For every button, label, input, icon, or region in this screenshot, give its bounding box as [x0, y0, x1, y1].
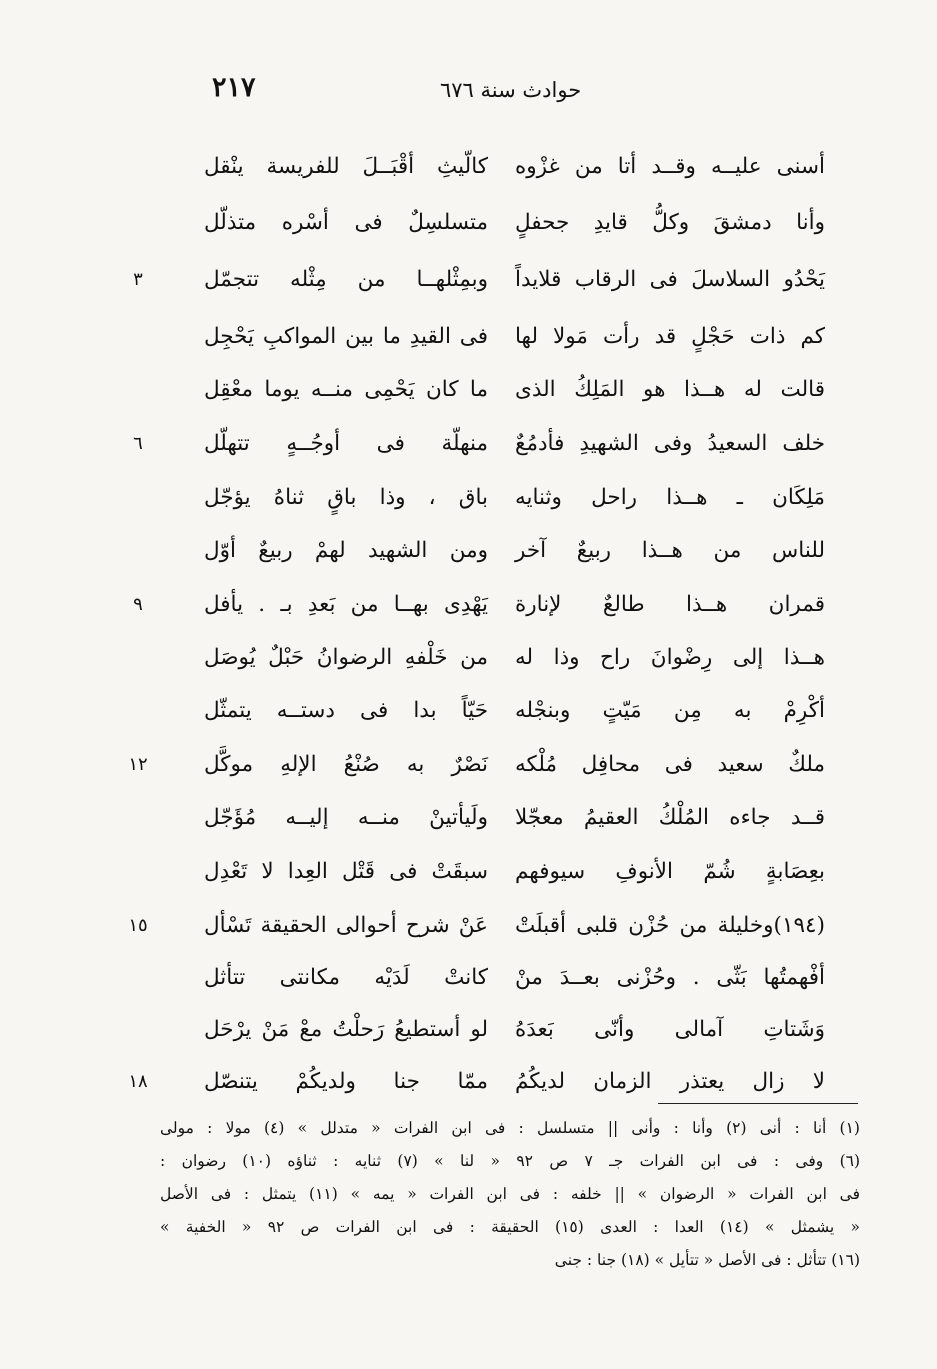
second-hemistich: عَنْ شرح أحوالى الحقيقة تَسْأل: [204, 913, 488, 938]
line-number: ١٨: [128, 1071, 148, 1092]
second-hemistich: ولَيأتينْ منــه إليــه مُؤَجّل: [204, 805, 488, 830]
footnote-line: (٦) وفى : فى ابن الفرات جـ ٧ ص ٩٢ « لنا » (٧) ثنايه : ثناؤه (١٠) رضوان :: [160, 1152, 861, 1170]
first-hemistich: للناس من هــذا ربيعٌ آخر: [515, 538, 825, 563]
second-hemistich: كانتْ لَدَيْه مكانتى تتأثل: [204, 965, 488, 990]
line-number: ١٢: [128, 754, 148, 775]
second-hemistich: حَيّاً بدا فى دستــه يتمثّل: [204, 698, 488, 723]
second-hemistich: ما كان يَحْمِى منــه يوما معْقِل: [204, 377, 488, 402]
verse-line: [0, 1062, 937, 1118]
verse-line: [0, 203, 937, 259]
first-hemistich: وأنا دمشقَ وكلُّ قايدِ جحفلٍ: [515, 210, 825, 235]
first-hemistich: أفْهمتُها بَثّى . وحُزْنى بعــدَ منْ: [515, 965, 825, 990]
second-hemistich: ممّا جنا ولديكُمْ يتنصّل: [204, 1069, 488, 1094]
footnote-divider: [658, 1103, 858, 1104]
first-hemistich: لا زال يعتذر الزمان لديكُمُ: [515, 1069, 825, 1094]
verse-line: [0, 478, 937, 534]
second-hemistich: ومن الشهيد لهمْ ربيعٌ أوّل: [204, 538, 488, 563]
verse-line: [0, 958, 937, 1014]
second-hemistich: نَصْرٌ به صُنْعُ الإلهِ موكَّل: [204, 752, 488, 777]
verse-line: [0, 147, 937, 203]
page-header: [0, 72, 937, 112]
second-hemistich: سبقَتْ فى قَتْل العِدا لا تَعْدِل: [204, 859, 488, 884]
first-hemistich: قــد جاءه المُلْكُ العقيمُ معجّلا: [515, 805, 825, 830]
verse-line: [0, 317, 937, 373]
line-number: ٩: [133, 594, 143, 615]
second-hemistich: يَهْدِى بهــا من بَعدِ بـ . يأفل: [204, 592, 488, 617]
line-number: ١٥: [128, 915, 148, 936]
first-hemistich: مَلِكَان ـ هــذا راحل وثنايه: [515, 485, 825, 510]
first-hemistich: قمران هــذا طالعٌ لإنارة: [515, 592, 825, 617]
footnote-line: (١٦) تتأثل : فى الأصل « تتأيل » (١٨) جنا : جنى: [554, 1251, 860, 1269]
verse-line: [0, 1010, 937, 1066]
first-hemistich: (١٩٤)وخليلة من حُزْن قلبى أقبلَتْ: [515, 913, 825, 938]
verse-line: [0, 691, 937, 747]
running-title: حوادث سنة ٦٧٦: [440, 78, 582, 102]
second-hemistich: منهلّة فى أوجُــهٍ تتهلّل: [204, 431, 488, 456]
second-hemistich: من خَلْفهِ الرضوانُ حَبْلٌ يُوصَل: [204, 645, 488, 670]
second-hemistich: فى القيدِ ما بين المواكبِ يَحْجِل: [204, 324, 488, 349]
first-hemistich: يَحْدُو السلاسلَ فى الرقاب قلايداً: [515, 267, 825, 292]
first-hemistich: هــذا إلى رِضْوانَ راح وذا له: [515, 645, 825, 670]
second-hemistich: باق ، وذا باقٍ ثناهُ يؤجّل: [204, 485, 488, 510]
line-number: ٣: [133, 269, 143, 290]
first-hemistich: خلف السعيدُ وفى الشهيدِ فأدمُعٌ: [515, 431, 825, 456]
footnote-line: (١) أنا : أنى (٢) وأنا : وأنى || متسلسل : فى ابن الفرات « متدلل » (٤) مولا : مولى: [160, 1119, 860, 1137]
verse-line: [0, 906, 937, 962]
verse-line: [0, 585, 937, 641]
first-hemistich: بعِصَابةٍ شُمّ الأنوفِ سيوفهم: [515, 859, 825, 884]
verse-line: [0, 531, 937, 587]
first-hemistich: أسنى عليــه وقــد أتا من غزْوه: [515, 154, 825, 179]
first-hemistich: ملكٌ سعيد فى محافِل مُلْكه: [515, 752, 825, 777]
verse-line: [0, 638, 937, 694]
first-hemistich: قالت له هــذا هو المَلِكُ الذى: [515, 377, 825, 402]
footnote-line: « يشمثل » (١٤) العدا : العدى (١٥) الحقيقة : فى ابن الفرات ص ٩٢ « الخفية »: [160, 1218, 860, 1236]
first-hemistich: كم ذات حَجْلٍ قد رأت مَولا لها: [515, 324, 825, 349]
verse-line: [0, 370, 937, 426]
first-hemistich: وَشَتاتِ آمالى وأنّى بَعدَهُ: [515, 1017, 825, 1042]
verse-line: [0, 260, 937, 316]
page-number: ٢١٧: [212, 72, 256, 103]
verse-line: [0, 798, 937, 854]
second-hemistich: لو أستطيعُ رَحلْتُ معْ مَنْ يرْحَل: [204, 1017, 488, 1042]
second-hemistich: متسلسِلٌ فى أسْره متذلّل: [204, 210, 488, 235]
second-hemistich: وبمِثْلهــا من مِثْله تتجمّل: [204, 267, 488, 292]
second-hemistich: كالّيثِ أقْبَــلَ للفريسة ينْقل: [204, 154, 488, 179]
first-hemistich: أكْرِمْ به مِن مَيّتٍ وبنجْله: [515, 698, 825, 723]
line-number: ٦: [133, 433, 143, 454]
footnote-line: فى ابن الفرات « الرضوان » || خلفه : فى ابن الفرات « يمه » (١١) يتمثل : فى الأصل: [160, 1185, 860, 1203]
verse-line: [0, 745, 937, 801]
verse-line: [0, 424, 937, 480]
verse-line: [0, 852, 937, 908]
